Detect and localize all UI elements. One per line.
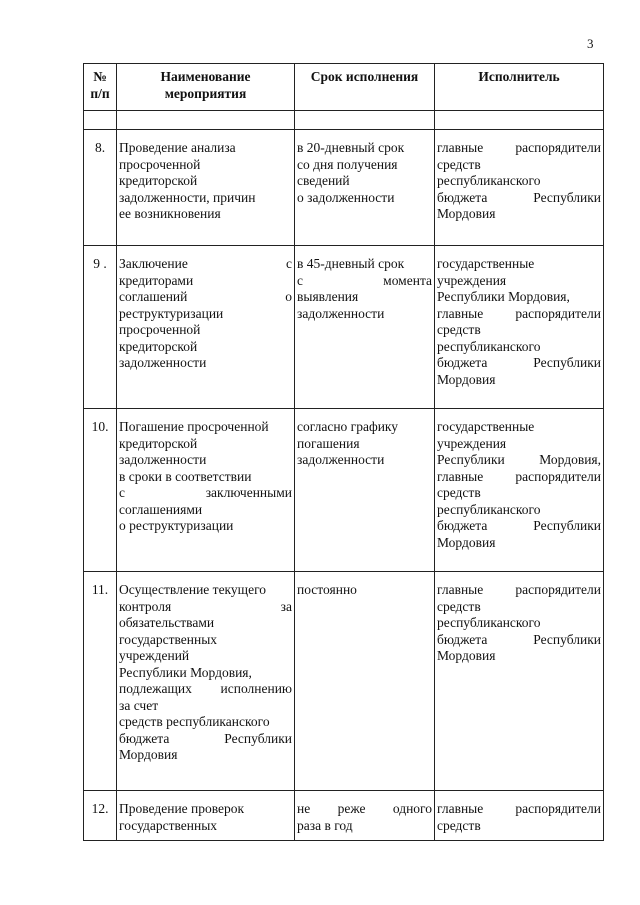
measure-name-line: бюджета Республики [119, 730, 292, 746]
measure-name-line: с заключенными [119, 485, 292, 500]
measure-executor-line: главные распорядители [437, 468, 601, 484]
measure-name-line: Республики Мордовия, [119, 664, 252, 680]
measure-name-line: государственных [119, 817, 218, 833]
measure-term-line: согласно графику [297, 419, 399, 434]
measure-executor-line: средств [437, 322, 481, 337]
measure-executor-line: учреждения [437, 435, 507, 451]
measure-name-line: средств республиканского [119, 714, 270, 729]
measure-term [295, 409, 435, 572]
measure-term-line: со дня получения [297, 156, 398, 172]
measure-name-line: Осуществление текущего [119, 582, 267, 597]
row-number: 8. [84, 130, 117, 246]
measure-executor-line: государственные [437, 256, 535, 271]
measure-name-line: Проведение анализа [119, 140, 236, 155]
measure-term [295, 572, 435, 791]
measure-executor-line: государственные [437, 419, 535, 434]
measure-name [117, 791, 295, 841]
measure-name [117, 246, 295, 409]
measure-executor-line: средств [437, 817, 481, 833]
row-number: 11. [84, 572, 117, 791]
measure-term-line: не реже одного [297, 801, 432, 816]
measure-name-line: соглашений о [119, 289, 292, 304]
measure-name-line: кредиторской [119, 435, 198, 451]
measure-executor [435, 409, 604, 572]
measure-name-line: государственных [119, 631, 218, 647]
measure-executor-line: бюджета Республики [437, 518, 601, 533]
measure-executor-line: учреждения [437, 272, 507, 288]
measure-term-line: погашения [297, 435, 360, 451]
measure-name-line: реструктуризации [119, 305, 224, 321]
measure-executor-line: средств [437, 485, 481, 500]
measure-executor-line: Мордовия [437, 206, 496, 221]
measure-executor-line: республиканского [437, 338, 541, 354]
table-row [84, 572, 604, 791]
measure-executor-line: средств [437, 156, 481, 172]
measure-term [295, 246, 435, 409]
header-number: № п/п [84, 64, 117, 111]
measure-name [117, 572, 295, 791]
measure-executor [435, 572, 604, 791]
measure-executor [435, 130, 604, 246]
measure-name-line: Заключение с [119, 256, 292, 271]
row-number: 10. [84, 409, 117, 572]
measure-executor-line: бюджета Республики [437, 631, 601, 647]
measure-term-line: о задолженности [297, 189, 395, 205]
measure-executor-line: главные распорядители [437, 801, 601, 816]
measure-term-line: в 20-дневный срок [297, 140, 405, 155]
measure-name-line: просроченной [119, 156, 201, 172]
measure-term-line: задолженности [297, 305, 385, 321]
measure-executor-line: главные распорядители [437, 140, 601, 155]
measure-executor-line: главные распорядители [437, 582, 601, 597]
measure-executor-line: бюджета Республики [437, 355, 601, 370]
measure-executor-line: республиканского [437, 501, 541, 517]
measure-name-line: кредиторской [119, 173, 198, 188]
header-executor: Исполнитель [435, 64, 604, 111]
measure-name [117, 130, 295, 246]
measure-name-line: Проведение проверок [119, 801, 245, 816]
page-number: 3 [587, 36, 594, 51]
measure-name-line: о реструктуризации [119, 518, 234, 533]
measure-executor-line: средств [437, 598, 481, 614]
measure-executor [435, 246, 604, 409]
table-body [84, 130, 604, 841]
measure-term-line: постоянно [297, 582, 357, 597]
measure-term-line: сведений [297, 173, 350, 188]
measure-name-line: просроченной [119, 322, 201, 337]
measure-executor-line: Республики Мордовия, [437, 289, 570, 304]
row-number: 9 . [84, 246, 117, 409]
measure-name-line: кредиторами [119, 272, 194, 288]
table-row [84, 791, 604, 841]
measure-term [295, 791, 435, 841]
measure-term-line: с момента [297, 272, 432, 288]
measure-name [117, 409, 295, 572]
measure-executor-line: Республики Мордовия, [437, 452, 601, 467]
measure-term-line: раза в год [297, 817, 353, 833]
header-name: Наименование мероприятия [117, 64, 295, 111]
measure-term-line: выявления [297, 289, 359, 304]
measure-executor-line: Мордовия [437, 648, 496, 663]
measures-table [83, 63, 604, 841]
measure-name-line: Погашение просроченной [119, 419, 269, 434]
measure-executor-line: республиканского [437, 615, 541, 630]
measure-executor-line: Мордовия [437, 371, 496, 387]
measure-name-line: учреждений [119, 648, 190, 663]
measure-name-line: задолженности [119, 452, 207, 467]
measure-term [295, 130, 435, 246]
measure-name-line: Мордовия [119, 747, 178, 762]
measure-name-line: соглашениями [119, 501, 203, 517]
measure-name-line: контроля за [119, 598, 292, 614]
measure-term-line: в 45-дневный срок [297, 256, 405, 271]
row-number: 12. [84, 791, 117, 841]
table-header-row [84, 64, 604, 111]
measure-executor-line: главные распорядители [437, 305, 601, 321]
table-spacer-row [84, 111, 604, 130]
table-row [84, 246, 604, 409]
header-term: Срок исполнения [295, 64, 435, 111]
measure-term-line: задолженности [297, 452, 385, 467]
measure-name-line: подлежащих исполнению [119, 681, 292, 696]
measure-name-line: в сроки в соответствии [119, 468, 252, 484]
measure-executor [435, 791, 604, 841]
table-row [84, 409, 604, 572]
measure-executor-line: Мордовия [437, 534, 496, 550]
measure-executor-line: республиканского [437, 173, 541, 188]
measure-name-line: задолженности [119, 355, 207, 370]
measure-name-line: обязательствами [119, 615, 215, 630]
table-row [84, 130, 604, 246]
measure-name-line: за счет [119, 697, 159, 713]
measure-name-line: кредиторской [119, 338, 198, 354]
measure-name-line: задолженности, причин [119, 189, 256, 205]
measure-name-line: ее возникновения [119, 206, 221, 221]
measure-executor-line: бюджета Республики [437, 189, 601, 205]
